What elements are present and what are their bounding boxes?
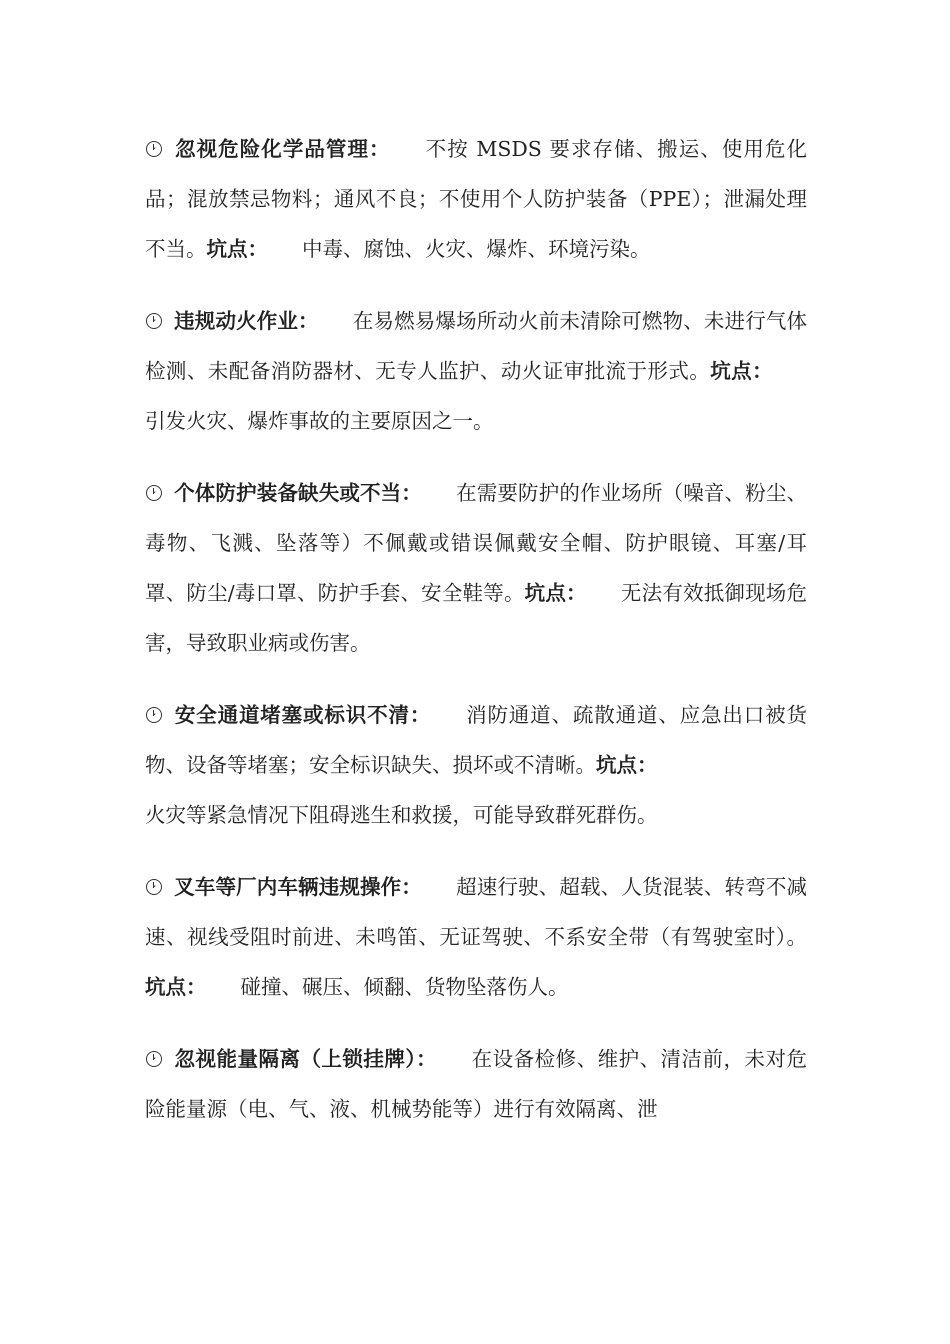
- pit-text: 引发火灾、爆炸事故的主要原因之一。: [145, 409, 494, 433]
- hazard-item-hot-work: [145, 296, 807, 446]
- hazard-item-exits: [145, 690, 807, 840]
- item-title: 忽视能量隔离（上锁挂牌）：: [174, 1047, 438, 1071]
- hazard-item-chemicals: [145, 124, 807, 274]
- clock-icon: [146, 1051, 162, 1067]
- pit-label: 坑点：: [206, 237, 268, 261]
- document-page: [145, 124, 807, 1156]
- hazard-item-ppe: [145, 468, 807, 668]
- item-description: 不按 MSDS 要求存储、搬运、使用危化品；混放禁忌物料；通风不良；不使用个人防护装备（PPE）；泄漏处理不当。: [145, 137, 808, 261]
- pit-label: 坑点：: [710, 359, 774, 383]
- clock-icon: [146, 313, 162, 329]
- clock-icon: [146, 485, 162, 501]
- item-title: 忽视危险化学品管理：: [174, 137, 391, 161]
- hazard-item-forklift: [145, 862, 807, 1012]
- item-title: 个体防护装备缺失或不当：: [174, 481, 422, 505]
- item-description: 在设备检修、维护、清洁前，未对危险能量源（电、气、液、机械势能等）进行有效隔离、泄: [145, 1047, 808, 1121]
- clock-icon: [146, 707, 162, 723]
- item-title: 安全通道堵塞或标识不清：: [174, 703, 432, 727]
- pit-label: 坑点：: [596, 753, 658, 777]
- item-description: 超速行驶、超载、人货混装、转弯不减速、视线受阻时前进、未鸣笛、无证驾驶、不系安全带（有驾驶室时）。: [145, 875, 808, 949]
- pit-text: 中毒、腐蚀、火灾、爆炸、环境污染。: [302, 237, 651, 261]
- clock-icon: [146, 879, 162, 895]
- pit-text: 无法有效抵御现场危害，导致职业病或伤害。: [145, 581, 808, 655]
- clock-icon: [146, 141, 162, 157]
- hazard-item-lockout: [145, 1034, 807, 1134]
- item-description: 在需要防护的作业场所（噪音、粉尘、毒物、飞溅、坠落等）不佩戴或错误佩戴安全帽、防护眼镜、耳塞/耳罩、防尘/毒口罩、防护手套、安全鞋等。: [145, 481, 808, 605]
- item-title: 违规动火作业：: [174, 309, 319, 333]
- item-description: 在易燃易爆场所动火前未清除可燃物、未进行气体检测、未配备消防器材、无专人监护、动火证审批流于形式。: [145, 309, 808, 383]
- pit-label: 坑点：: [524, 581, 587, 605]
- item-description: 消防通道、疏散通道、应急出口被货物、设备等堵塞；安全标识缺失、损坏或不清晰。: [145, 703, 808, 777]
- pit-text: 火灾等紧急情况下阻碍逃生和救援，可能导致群死群伤。: [145, 803, 658, 827]
- pit-text: 碰撞、碾压、倾翻、货物坠落伤人。: [240, 975, 569, 999]
- pit-label: 坑点：: [145, 975, 207, 999]
- item-title: 叉车等厂内车辆违规操作：: [174, 875, 422, 899]
